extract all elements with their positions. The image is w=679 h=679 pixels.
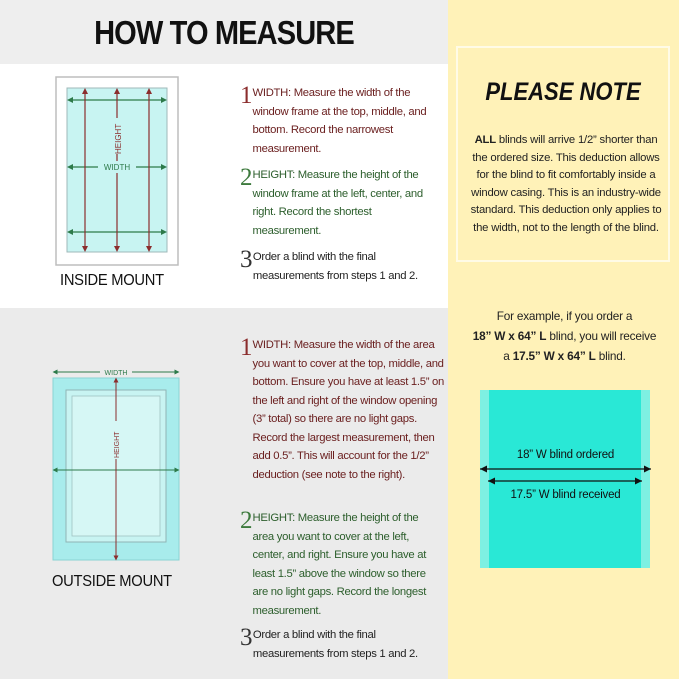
- step-text: Order a blind with the final measurements from steps 1 and 2.: [252, 629, 418, 660]
- inside-step-3: [240, 248, 440, 285]
- step-text: Order a blind with the final measurements from steps 1 and 2.: [252, 251, 418, 282]
- outside-mount-label: OUTSIDE MOUNT: [52, 573, 172, 590]
- example-prefix: a: [503, 349, 513, 363]
- page-title: HOW TO MEASURE: [94, 14, 354, 51]
- step-number: 3: [240, 624, 253, 651]
- example-mid: blind, you will receive: [546, 329, 657, 343]
- step-number: 1: [240, 82, 253, 109]
- received-label: 17.5” W blind received: [510, 489, 621, 501]
- inside-mount-diagram: [55, 76, 179, 266]
- inside-mount-label: INSIDE MOUNT: [60, 272, 164, 289]
- received-width-arrow: [486, 476, 644, 486]
- ordered-width-arrow: [478, 464, 653, 474]
- ordered-label: 18” W blind ordered: [516, 449, 615, 461]
- inside-height-label: HEIGHT: [114, 123, 123, 154]
- step-number: 2: [240, 507, 253, 534]
- step-number: 2: [240, 164, 253, 191]
- example-received-size: 17.5” W x 64” L: [512, 349, 596, 363]
- step-text: HEIGHT: Measure the height of the area you want to cover at the left, center, and right. Ensure you have at least 1.5” above the window so there are no light gaps. Record the longest measurement.: [252, 512, 427, 617]
- outside-step-3: [240, 626, 440, 663]
- note-text: [470, 132, 662, 237]
- step-number: 1: [240, 334, 253, 361]
- step-text: HEIGHT: Measure the height of the window frame at the left, center, and right. Record the shortest measurement.: [252, 169, 423, 237]
- outside-mount-diagram: [50, 366, 182, 562]
- step-text: WIDTH: Measure the width of the area you want to cover at the top, middle, and bottom. Ensure you have at least 1.5” on the left and right of the window opening (3” total) so there are no light gaps. Record the largest measurement, then add 0.5”. This will account for the 1/2” deduction (see note to the right).: [252, 339, 444, 481]
- please-note-box: [456, 46, 670, 262]
- outside-width-label-top: WIDTH: [104, 370, 128, 377]
- example-text: [462, 306, 667, 366]
- inside-width-label: WIDTH: [103, 163, 131, 172]
- inside-step-2: [240, 166, 440, 240]
- step-number: 3: [240, 246, 253, 273]
- note-bold-lead: ALL: [474, 134, 496, 146]
- example-suffix: blind.: [595, 349, 626, 363]
- example-ordered-size: 18” W x 64” L: [472, 329, 547, 343]
- outside-step-1: [240, 336, 445, 484]
- inside-step-1: [240, 84, 440, 158]
- outside-height-label: HEIGHT: [114, 431, 121, 458]
- note-body: blinds will arrive 1/2” shorter than the ordered size. This deduction allows for the blind to fit comfortably inside a window casing. This is an industry-wide standard. This deduction only applies to the width, not to the length of the blind.: [470, 134, 662, 234]
- note-title: PLEASE NOTE: [485, 78, 641, 106]
- note-panel: [448, 0, 679, 679]
- outside-step-2: [240, 509, 440, 620]
- example-line1: For example, if you order a: [496, 309, 633, 323]
- step-text: WIDTH: Measure the width of the window frame at the top, middle, and bottom. Record the narrowest measurement.: [252, 87, 427, 155]
